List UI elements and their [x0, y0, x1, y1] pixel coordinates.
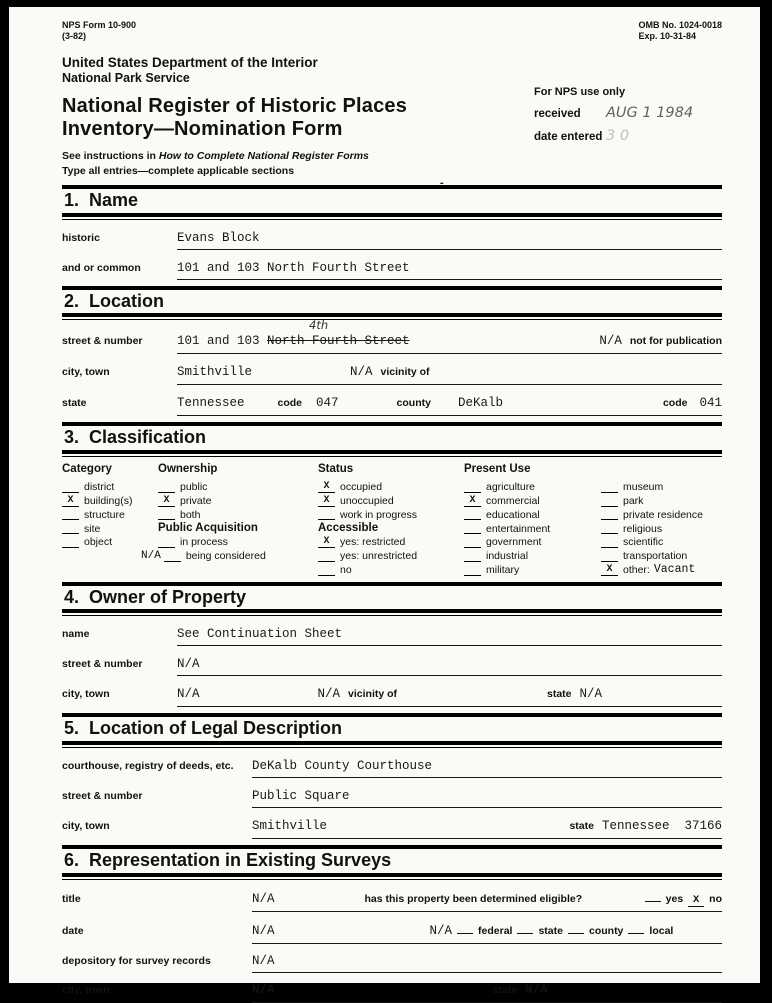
class-item-private-residence — [601, 507, 722, 521]
checkbox-blank — [62, 523, 79, 534]
class-item-commercial — [464, 493, 601, 507]
section-surveys — [62, 845, 722, 1003]
field-historic — [62, 231, 722, 250]
class-item-park — [601, 493, 722, 507]
city-label: city, town — [62, 819, 110, 832]
historic-line — [177, 231, 722, 250]
item-label: yes: unrestricted — [340, 550, 418, 563]
code2-value: 041 — [699, 396, 722, 411]
depository-label: depository for survey records — [62, 954, 211, 967]
state-label: state — [547, 688, 572, 701]
name-value: See Continuation Sheet — [177, 627, 343, 642]
checkbox-blank — [464, 551, 481, 562]
check-mark: X — [163, 494, 170, 506]
item-label: commercial — [486, 495, 540, 508]
state-label: state — [62, 397, 87, 410]
class-item-agriculture — [464, 479, 601, 493]
city-value: N/A — [177, 687, 200, 702]
date-entered-row — [534, 128, 722, 144]
county-value: DeKalb — [457, 396, 503, 411]
courthouse-line — [252, 759, 722, 778]
item-label: scientific — [623, 536, 664, 549]
service-name: National Park Service — [62, 70, 190, 85]
checkbox-blank — [464, 523, 481, 534]
accessible-header: Accessible — [318, 522, 379, 535]
other-value: Vacant — [653, 563, 696, 577]
section-name — [62, 176, 722, 280]
class-item-private — [158, 493, 318, 507]
local-label: local — [649, 924, 674, 937]
checkbox-blank — [601, 551, 618, 562]
omb-block — [638, 20, 722, 43]
form-title-line2: Inventory—Nomination Form — [62, 117, 343, 140]
street-line — [252, 789, 722, 808]
checkbox-blank — [158, 509, 175, 520]
handwritten-correction: 4th — [309, 318, 329, 333]
street-value: Public Square — [252, 788, 350, 803]
class-item-object — [62, 534, 158, 548]
class-item-site — [62, 520, 158, 534]
checkbox-blank — [601, 496, 618, 507]
vicinity-label: vicinity of — [348, 688, 398, 701]
class-item-in-process — [158, 534, 318, 548]
checkbox-blank — [601, 565, 618, 576]
present-use-header: Present Use — [464, 463, 531, 475]
item-label: yes: restricted — [340, 536, 406, 549]
class-item-both — [158, 507, 318, 521]
item-label: being considered — [185, 550, 266, 563]
class-item-transportation — [601, 548, 722, 562]
city-label: city, town — [62, 688, 110, 701]
street-label: street & number — [62, 658, 143, 671]
item-label: private — [180, 495, 212, 508]
section-legal-description — [62, 713, 722, 839]
class-item-government — [464, 534, 601, 548]
check-mark: X — [67, 494, 74, 506]
item-label: transportation — [623, 550, 688, 563]
checkbox-blank — [601, 509, 618, 520]
section-location — [62, 286, 722, 417]
state-value: Tennessee 37166 — [601, 818, 722, 833]
state-value: N/A — [525, 982, 548, 997]
section-rule — [62, 219, 722, 220]
no-checkbox — [688, 895, 704, 907]
common-line — [177, 261, 722, 280]
status-column — [318, 463, 464, 576]
field-survey-date — [62, 922, 722, 944]
item-label: in process — [180, 536, 228, 549]
item-label: work in progress — [340, 508, 418, 521]
class-item-unoccupied — [318, 493, 464, 507]
class-item-museum — [601, 479, 722, 493]
common-value: 101 and 103 North Fourth Street — [177, 260, 410, 275]
class-item-scientific — [601, 534, 722, 548]
form-meta — [62, 20, 722, 43]
street-value-prefix: 101 and 103 — [177, 334, 268, 349]
check-mark: X — [693, 893, 700, 906]
item-label: private residence — [623, 508, 703, 521]
code-label: code — [277, 397, 303, 410]
instructions-book-title: How to Complete National Register Forms — [158, 149, 369, 162]
section-5-title: 5. Location of Legal Description — [62, 713, 722, 745]
section-classification — [62, 422, 722, 575]
vicinity-na: N/A — [350, 365, 373, 380]
item-label: religious — [623, 522, 663, 535]
city-label: city, town — [62, 983, 110, 996]
item-label: agriculture — [486, 481, 536, 494]
page-content — [62, 20, 722, 1003]
state-value: Tennessee — [177, 396, 245, 411]
checkbox-blank — [601, 482, 618, 493]
state-value: N/A — [579, 687, 603, 702]
form-number: NPS Form 10-900 — [62, 20, 137, 30]
courthouse-value: DeKalb County Courthouse — [252, 758, 433, 773]
check-mark: X — [606, 563, 613, 575]
checkbox-blank — [464, 496, 481, 507]
class-item-building — [62, 493, 158, 507]
check-mark: X — [323, 494, 330, 506]
ownership-header: Ownership — [158, 463, 218, 475]
class-item-industrial — [464, 548, 601, 562]
item-label: park — [623, 495, 644, 508]
checkbox-blank — [318, 509, 335, 520]
checkbox-blank — [62, 482, 79, 493]
city-value: Smithville — [252, 818, 328, 833]
class-item-no — [318, 562, 464, 576]
item-label: site — [84, 522, 101, 535]
omb-number: OMB No. 1024-0018 — [638, 20, 722, 30]
section-rule — [62, 456, 722, 457]
item-label: building(s) — [84, 495, 133, 508]
section-owner — [62, 582, 722, 708]
checkbox-blank — [318, 537, 335, 548]
public-acquisition-header: Public Acquisition — [158, 522, 258, 535]
class-item-work-in-progress — [318, 507, 464, 521]
federal-label: federal — [478, 924, 513, 937]
section-4-title: 4. Owner of Property — [62, 582, 722, 614]
item-label: occupied — [340, 481, 383, 494]
item-label: industrial — [486, 550, 529, 563]
item-label: museum — [623, 481, 664, 494]
level-na: N/A — [429, 923, 453, 938]
item-label: government — [486, 536, 542, 549]
section-rule — [62, 319, 722, 320]
present-use-header-spacer — [601, 463, 722, 479]
category-header: Category — [62, 463, 112, 475]
status-header: Status — [318, 463, 354, 475]
state-line — [177, 396, 722, 416]
section-rule — [62, 747, 722, 748]
city-value: Smithville — [177, 365, 253, 380]
field-owner-city — [62, 687, 722, 707]
yes-label: yes — [665, 892, 684, 905]
city-value: N/A — [252, 982, 275, 997]
class-item-public — [158, 479, 318, 493]
checkbox-blank — [464, 482, 481, 493]
class-item-structure — [62, 507, 158, 521]
class-item-district — [62, 479, 158, 493]
date-line — [252, 922, 722, 944]
check-mark: X — [323, 480, 330, 492]
field-legal-city — [62, 819, 722, 839]
eligible-question: has this property been determined eligible? — [364, 892, 583, 905]
section-3-title: 3. Classification — [62, 422, 722, 454]
checkbox-blank — [318, 565, 335, 576]
field-state-county — [62, 396, 722, 416]
present-use-column-1 — [464, 463, 601, 576]
class-item-other — [601, 562, 722, 576]
scan-artifact: - — [440, 176, 444, 189]
omb-expiration: Exp. 10-31-84 — [638, 31, 696, 42]
checkbox-blank — [62, 496, 79, 507]
item-label: military — [486, 564, 520, 577]
class-item-occupied — [318, 479, 464, 493]
field-courthouse — [62, 759, 722, 778]
county-checkbox — [568, 922, 584, 934]
checkbox-blank — [158, 482, 175, 493]
class-item-entertainment — [464, 520, 601, 534]
item-label: unoccupied — [340, 495, 394, 508]
field-street-number — [62, 318, 722, 354]
depository-value: N/A — [252, 953, 275, 968]
date-value: N/A — [252, 923, 275, 938]
field-legal-street — [62, 789, 722, 808]
street-value-struck: North Fourth Street — [267, 334, 410, 349]
accessible-header-row — [318, 520, 464, 534]
section-2-title: 2. Location — [62, 286, 722, 318]
class-item-religious — [601, 520, 722, 534]
item-label: educational — [486, 508, 540, 521]
field-owner-street — [62, 657, 722, 676]
date-label: date — [62, 924, 84, 937]
no-label: no — [709, 892, 722, 905]
present-use-column-2 — [601, 463, 722, 576]
checkbox-blank — [464, 537, 481, 548]
classification-grid — [62, 463, 722, 576]
section-1-title: 1. Name — [62, 185, 722, 217]
checkbox-blank — [318, 551, 335, 562]
street-label: street & number — [62, 789, 143, 802]
not-for-publication-label: not for publication — [629, 335, 722, 348]
department-block — [62, 55, 722, 85]
instructions — [62, 149, 722, 179]
ownership-column — [141, 463, 318, 576]
checkbox-blank — [62, 537, 79, 548]
state-label: state — [492, 983, 518, 996]
city-label: city, town — [62, 366, 110, 379]
check-mark: X — [469, 494, 476, 506]
title-line — [252, 890, 722, 912]
item-label: structure — [84, 508, 125, 521]
received-label: received — [534, 108, 581, 120]
depository-line — [252, 954, 722, 973]
item-label: district — [84, 481, 115, 494]
form-title-line1: National Register of Historic Places — [62, 94, 408, 117]
state-word-label: state — [538, 924, 563, 937]
county-label: county — [396, 397, 431, 410]
class-item-military — [464, 562, 601, 576]
checkbox-blank — [464, 565, 481, 576]
received-stamp: AUG 1 1984 — [606, 105, 694, 121]
class-item-being-considered — [141, 548, 318, 563]
city-line — [252, 819, 722, 839]
not-for-publication-na: N/A — [599, 334, 622, 349]
item-label: entertainment — [486, 522, 551, 535]
historic-label: historic — [62, 231, 100, 244]
checkbox-blank — [318, 496, 335, 507]
field-owner-name — [62, 627, 722, 646]
checkbox-blank — [464, 509, 481, 520]
document-page — [9, 7, 760, 997]
date-entered-scribble: 3 0 — [606, 128, 630, 144]
checkbox-blank — [601, 523, 618, 534]
checkbox-blank — [62, 509, 79, 520]
section-rule — [62, 879, 722, 880]
item-label: object — [84, 536, 113, 549]
item-label: no — [340, 564, 352, 577]
code2-label: code — [662, 397, 688, 410]
instructions-prefix: See instructions in — [62, 149, 159, 162]
city-line — [177, 365, 722, 385]
struck-text-wrap — [267, 318, 410, 349]
form-number-block — [62, 20, 136, 43]
check-mark: X — [323, 535, 330, 547]
street-label: street & number — [62, 335, 143, 348]
historic-value: Evans Block — [177, 230, 260, 245]
courthouse-label: courthouse, registry of deeds, etc. — [62, 759, 234, 772]
section-6-title: 6. Representation in Existing Surveys — [62, 845, 722, 877]
street-line — [177, 318, 722, 354]
instructions-line1 — [62, 149, 722, 164]
street-value: N/A — [177, 657, 200, 672]
title-label: title — [62, 892, 81, 905]
received-row — [534, 105, 722, 121]
state-label: state — [569, 819, 594, 832]
yes-checkbox — [645, 890, 661, 902]
nps-use-box — [534, 86, 722, 144]
vicinity-label: vicinity of — [380, 366, 430, 379]
checkbox-blank — [158, 496, 175, 507]
date-entered-label: date entered — [534, 131, 603, 143]
local-checkbox — [628, 922, 644, 934]
county-label: county — [588, 924, 624, 937]
class-item-yes-restricted — [318, 534, 464, 548]
nps-use-only-label: For NPS use only — [534, 86, 626, 98]
checkbox-blank — [158, 537, 175, 548]
field-common-name — [62, 261, 722, 280]
class-item-educational — [464, 507, 601, 521]
city-line — [177, 687, 722, 707]
department-name: United States Department of the Interior — [62, 54, 318, 70]
field-depository — [62, 954, 722, 973]
item-label: both — [180, 508, 201, 521]
checkbox-blank — [164, 551, 181, 562]
checkbox-blank — [318, 482, 335, 493]
instructions-line2: Type all entries—complete applicable sections — [62, 164, 295, 177]
federal-checkbox — [457, 922, 473, 934]
item-label: public — [180, 481, 208, 494]
state-checkbox — [517, 922, 533, 934]
checkbox-blank — [601, 537, 618, 548]
section-rule — [62, 615, 722, 616]
name-line — [177, 627, 722, 646]
item-label: other: — [623, 564, 650, 577]
title-value: N/A — [252, 891, 275, 906]
public-acquisition-header-row — [158, 520, 318, 534]
name-label: name — [62, 628, 90, 641]
vicinity-na: N/A — [317, 687, 341, 702]
class-item-yes-unrestricted — [318, 548, 464, 562]
common-label: and or common — [62, 261, 141, 274]
street-line — [177, 657, 722, 676]
na-annotation: N/A — [141, 549, 161, 562]
field-survey-title — [62, 890, 722, 912]
form-revision: (3-82) — [62, 31, 87, 42]
code-value: 047 — [316, 396, 339, 411]
field-city-town — [62, 365, 722, 385]
